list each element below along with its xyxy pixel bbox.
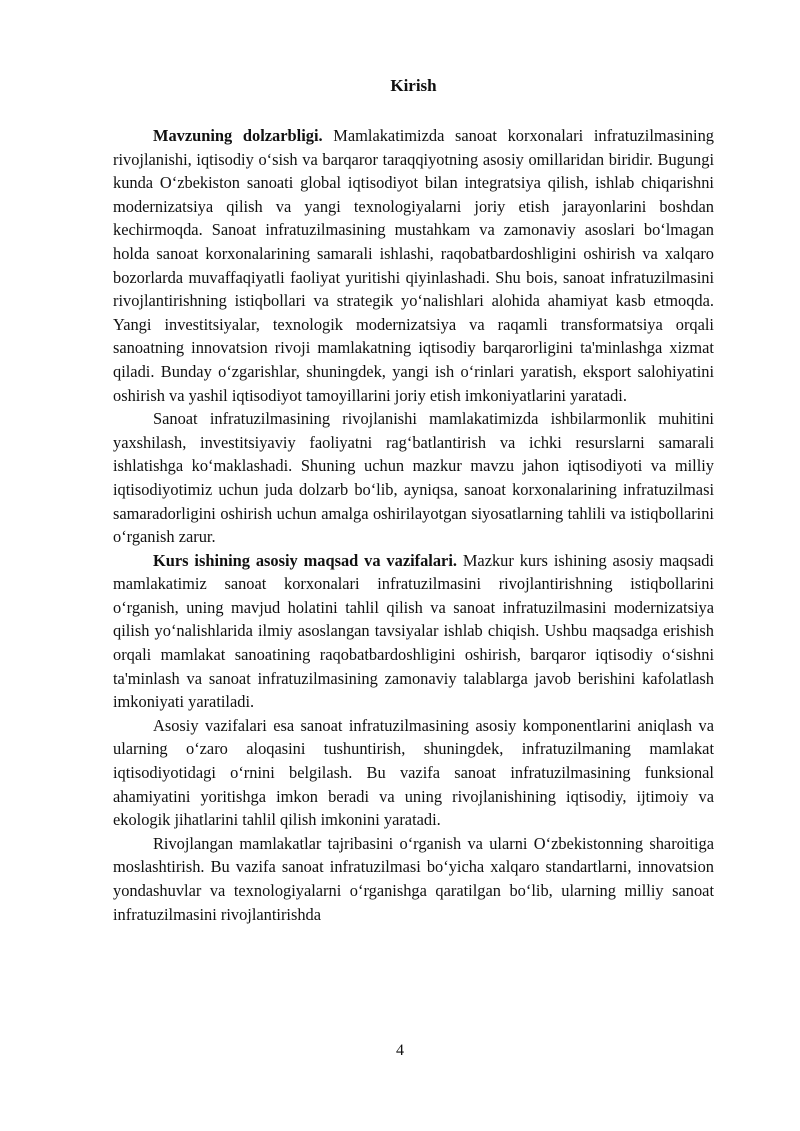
paragraph-text: Mazkur kurs ishining asosiy maqsadi mamlakatimiz sanoat korxonalari infratuzilmasini rivojlantirishning istiqbollarini o‘rganish, uning mavjud holatini tahlil qilish va sanoat infratuzilmasini modernizatsiya qilish yo‘nalishlarida ilmiy asoslangan tavsiyalar ishlab chiqish. Ushbu maqsadga erishish orqali mamlakat sanoatining raqobatbardoshligini oshirish, barqaror iqtisodiy o‘sishni ta'minlash va sanoat infratuzilmasining zamonaviy talablarga javob berishini kafolatlash imkoniyati yaratiladi. bbox=[113, 550, 714, 712]
page-title: Kirish bbox=[390, 76, 437, 95]
page-number: 4 bbox=[396, 1042, 404, 1059]
paragraph-lead: Mavzuning dolzarbligi. bbox=[153, 126, 323, 145]
paragraph-goals bbox=[113, 549, 714, 714]
paragraph-text: Sanoat infratuzilmasining rivojlanishi mamlakatimizda ishbilarmonlik muhitini yaxshilash, investitsiyaviy faoliyatni rag‘batlantirish va ichki resurslarni samarali ishlatishga ko‘maklashadi. Shuning uchun mazkur mavzu jahon iqtisodiyoti va milliy iqtisodiyotimiz uchun juda dolzarb bo‘lib, ayniqsa, sanoat korxonalarining infratuzilmasi samaradorligini oshirish uchun amalga oshirilayotgan siyosatlarning tahlili va istiqbollarini o‘rganish zarur. bbox=[113, 409, 714, 547]
paragraph-experience bbox=[113, 832, 714, 926]
paragraph-text: Asosiy vazifalari esa sanoat infratuzilmasining asosiy komponentlarini aniqlash va ularning o‘zaro aloqasini tushuntirish, shuningdek, infratuzilmaning mamlakat iqtisodiyotidagi o‘rnini belgilash. Bu vazifa sanoat infratuzilmasining funksional ahamiyatini yoritishga imkon beradi va uning rivojlanishining iqtisodiy, ijtimoiy va ekologik jihatlarini tahlil qilish imkonini yaratadi. bbox=[113, 715, 714, 830]
paragraph-tasks bbox=[113, 714, 714, 832]
paragraph-text: Mamlakatimizda sanoat korxonalari infratuzilmasining rivojlanishi, iqtisodiy o‘sish va barqaror taraqqiyotning asosiy omillaridan biridir. Bugungi kunda O‘zbekiston sanoati global iqtisodiyot bilan integratsiya qilish, ishlab chiqarishni modernizatsiya qilish va yangi texnologiyalarni joriy etish jarayonlarini boshdan kechirmoqda. Sanoat infratuzilmasining mustahkam va zamonaviy asoslari bo‘lmagan holda sanoat korxonalarining samarali ishlashi, raqobatbardoshligini oshirish va xalqaro bozorlarda muvaffaqiyatli faoliyat yuritishi qiyinlashadi. Shu bois, sanoat infratuzilmasini rivojlantirishning istiqbollari va strategik yo‘nalishlari alohida ahamiyat kasb etmoqda. Yangi investitsiyalar, texnologik modernizatsiya va raqamli transformatsiya orqali sanoatning innovatsion rivoji mamlakatning iqtisodiy barqarorligini ta'minlashga xizmat qiladi. Bunday o‘zgarishlar, shuningdek, yangi ish o‘rinlari yaratish, eksport salohiyatini oshirish va yashil iqtisodiyot tamoyillarini joriy etish imkoniyatlarini yaratadi. bbox=[113, 126, 714, 405]
paragraph-infrastructure bbox=[113, 407, 714, 549]
paragraph-lead: Kurs ishining asosiy maqsad va vazifalari. bbox=[153, 550, 457, 570]
paragraph-relevance bbox=[113, 124, 714, 407]
paragraph-text: Rivojlangan mamlakatlar tajribasini o‘rganish va ularni O‘zbekistonning sharoitiga moslashtirish. Bu vazifa sanoat infratuzilmasi bo‘yicha xalqaro standartlarni, innovatsion yondashuvlar va texnologiyalarni o‘rganishga qaratilgan bo‘lib, ularning milliy sanoat infratuzilmasini rivojlantirishda bbox=[113, 833, 714, 924]
